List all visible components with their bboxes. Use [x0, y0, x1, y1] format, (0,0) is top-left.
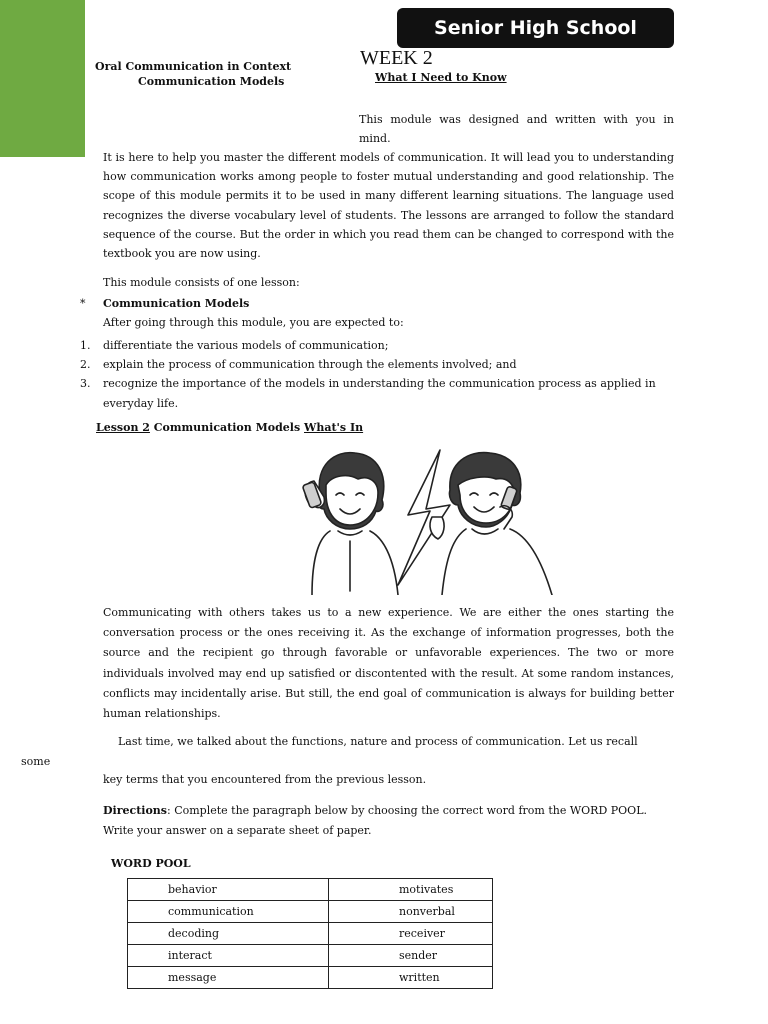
section-heading: What I Need to Know	[375, 71, 507, 84]
whats-in-paragraph: Communicating with others takes us to a new experience. We are either the ones starting the conversation process or the ones receiving it. As the exchange of information progresses, both the source and the recipient go through favorable or unfavorable experiences. The two or more individuals involved may end up satisfied or discontented with the result. At some random instances, conflicts may incidentally arise. But still, the end goal of communication is always for building better human relationships.	[103, 606, 674, 721]
table-cell: written	[329, 967, 493, 989]
week-label: WEEK 2	[360, 47, 433, 69]
lesson-item: Communication Models	[103, 297, 250, 310]
word-pool-table	[127, 878, 493, 989]
table-row	[128, 901, 493, 923]
subject-title: Oral Communication in Context	[95, 60, 292, 73]
list-text: explain the process of communication through the elements involved; and	[103, 358, 517, 372]
objectives-list	[80, 336, 674, 413]
table-row	[128, 967, 493, 989]
last-time-text: Last time, we talked about the functions, nature and process of communication. Let us recall	[118, 735, 638, 748]
list-item	[80, 374, 674, 412]
lesson-heading	[96, 421, 363, 434]
module-consists-text: This module consists of one lesson:	[103, 276, 300, 289]
key-terms-text: key terms that you encountered from the previous lesson.	[103, 773, 427, 786]
table-cell: communication	[128, 901, 329, 923]
table-cell: message	[128, 967, 329, 989]
intro-paragraph-1: This module was designed and written with you in mind.	[359, 113, 674, 146]
table-cell: nonverbal	[329, 901, 493, 923]
table-row	[128, 879, 493, 901]
school-banner: Senior High School	[397, 8, 674, 48]
phone-conversation-illustration	[290, 445, 560, 595]
lesson-label: Lesson 2	[96, 421, 150, 434]
list-item	[80, 336, 674, 355]
green-accent-block	[0, 0, 85, 157]
list-number: 1.	[80, 339, 91, 352]
whats-in-heading: What's In	[304, 421, 364, 434]
lesson-title: Communication Models	[153, 421, 301, 434]
word-pool-title: WORD POOL	[111, 857, 191, 870]
subject-subtitle: Communication Models	[138, 75, 285, 88]
directions-text: : Complete the paragraph below by choosing the correct word from the WORD POOL. Write your answer on a separate sheet of paper.	[103, 804, 647, 837]
table-cell: motivates	[329, 879, 493, 901]
directions-label: Directions	[103, 804, 167, 817]
list-text: differentiate the various models of communication;	[103, 339, 389, 352]
table-cell: sender	[329, 945, 493, 967]
directions	[103, 801, 674, 840]
table-row	[128, 945, 493, 967]
table-cell: decoding	[128, 923, 329, 945]
table-cell: behavior	[128, 879, 329, 901]
table-row	[128, 923, 493, 945]
list-text: recognize the importance of the models in understanding the communication process as applied in everyday life.	[103, 377, 656, 410]
table-cell: interact	[128, 945, 329, 967]
table-cell: receiver	[329, 923, 493, 945]
expectations-intro: After going through this module, you are expected to:	[103, 316, 404, 329]
list-number: 3.	[80, 377, 91, 391]
intro-paragraph-2: It is here to help you master the different models of communication. It will lead you to understanding how communication works among people to foster mutual understanding and good relationship. The scope of this module permits it to be used in many different learning situations. The language used recognizes the diverse vocabulary level of students. The lessons are arranged to follow the standard sequence of the course. But the order in which you read them can be changed to correspond with the textbook you are now using.	[103, 151, 674, 261]
some-text: some	[21, 755, 51, 768]
list-item	[80, 355, 674, 374]
list-number: 2.	[80, 358, 91, 372]
bullet-mark: *	[80, 297, 86, 310]
